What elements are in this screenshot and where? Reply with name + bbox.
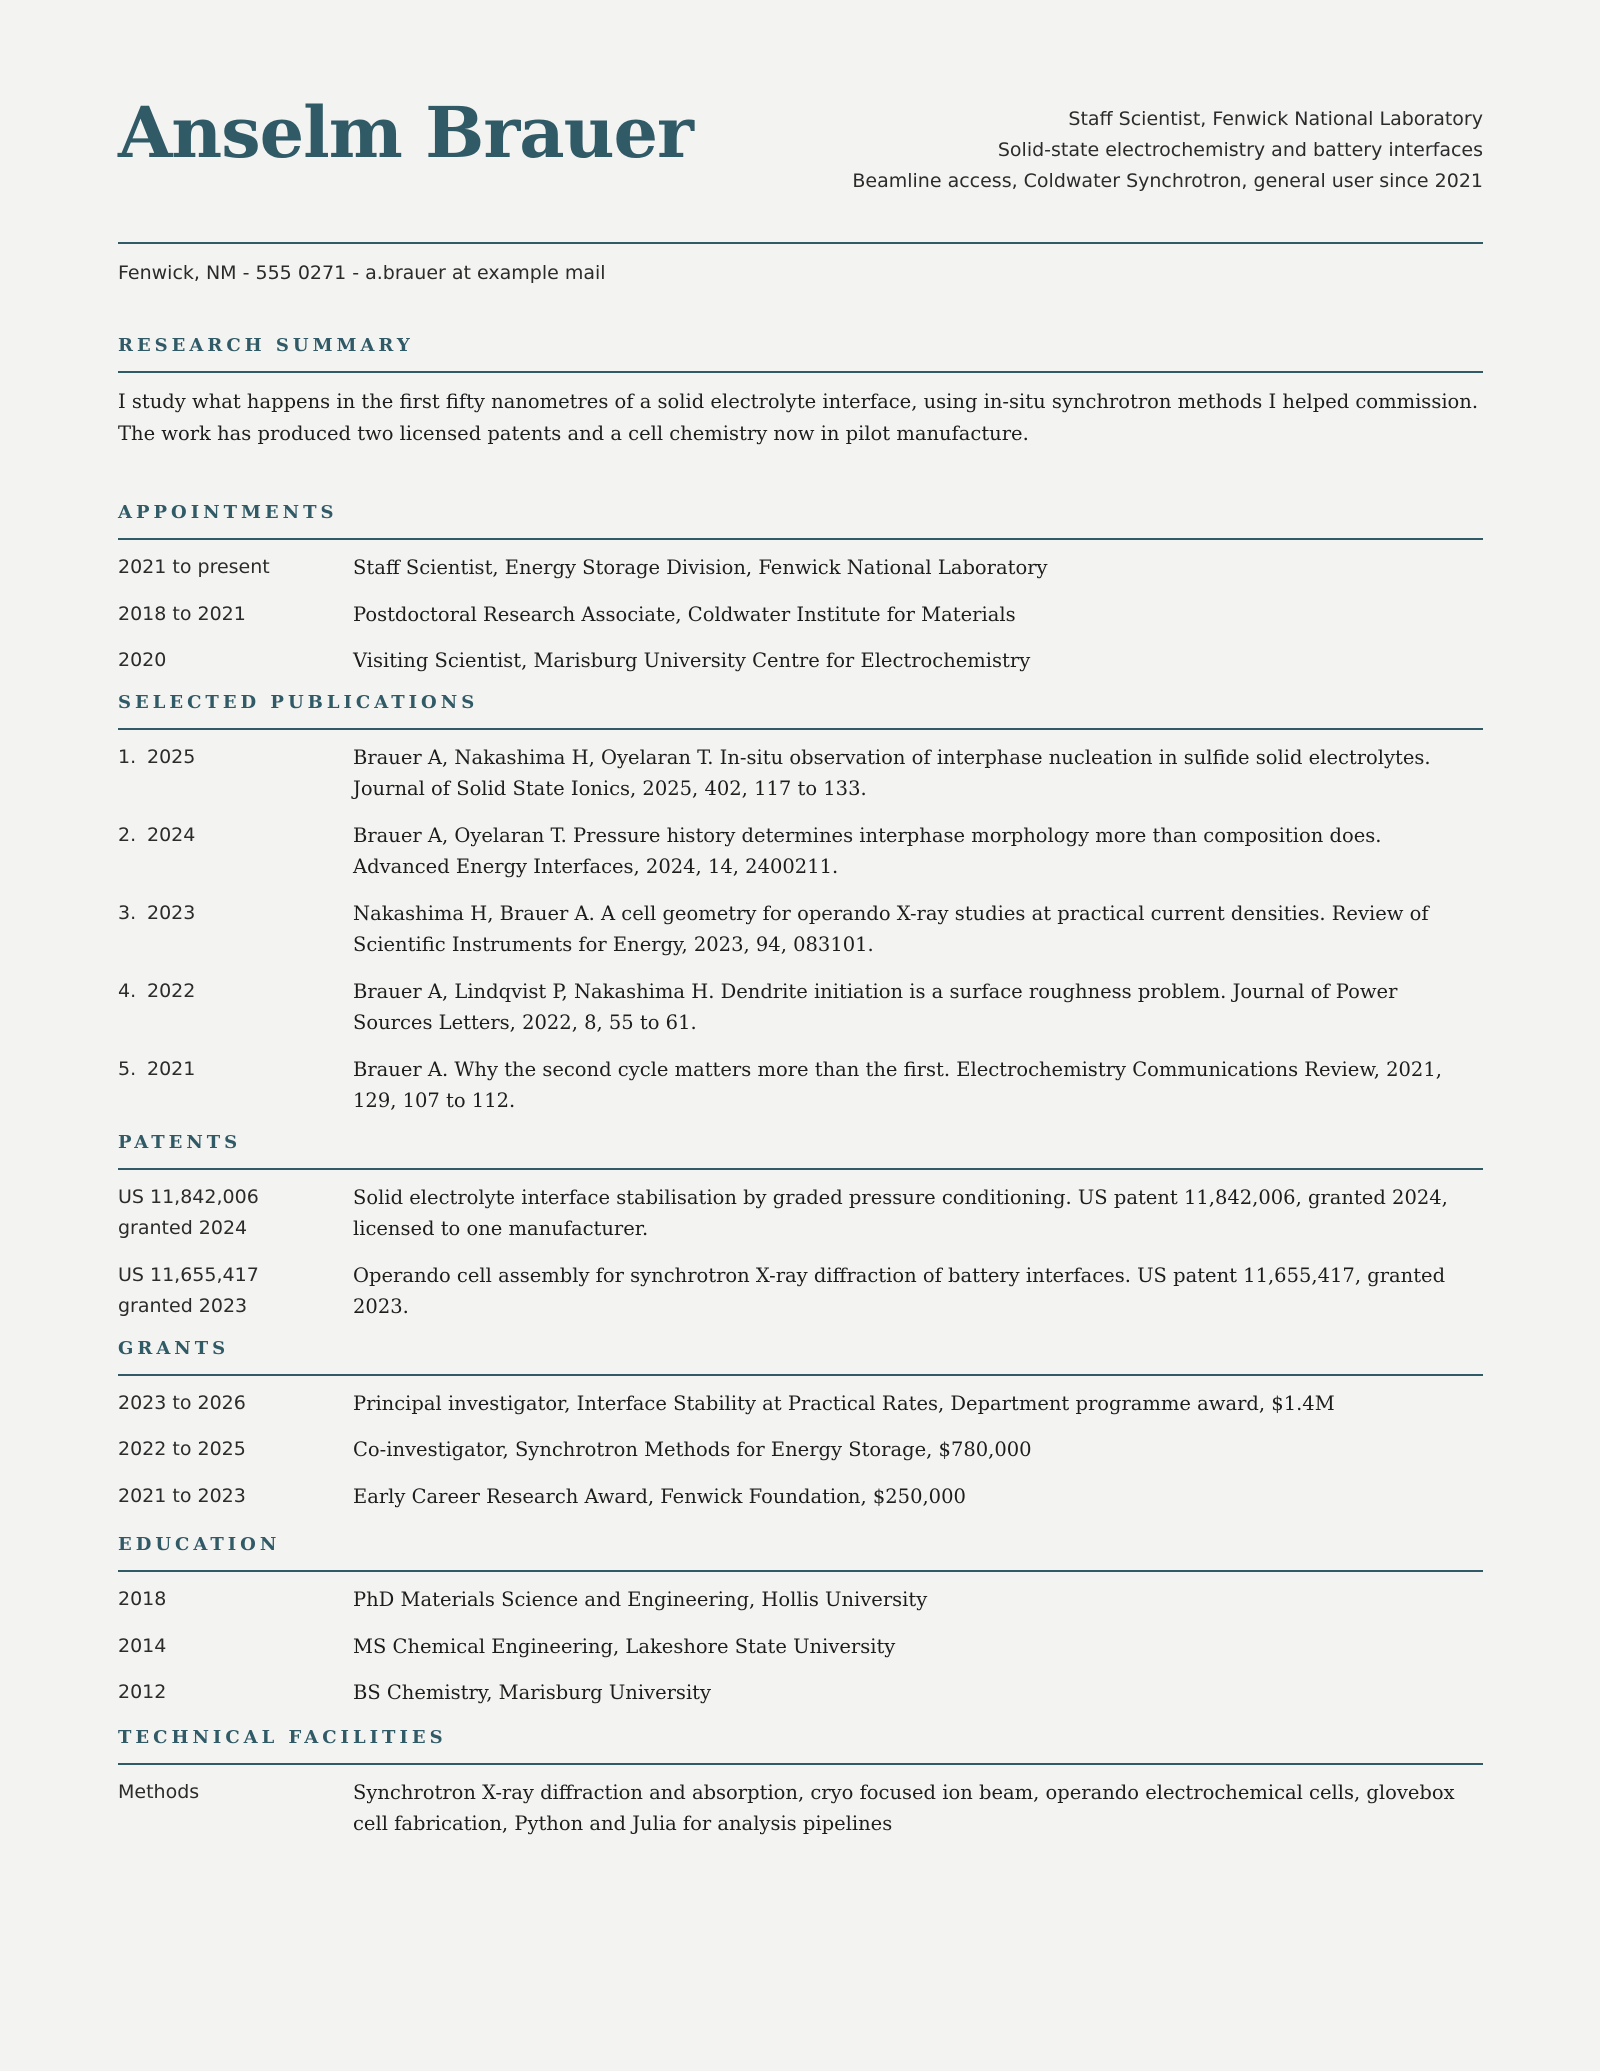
publication-citation: Nakashima H, Brauer A. A cell geometry for operando X-ray studies at practical current densities. Review of Scientific Instruments for Energy, 2023, 94, 083101. bbox=[353, 901, 1429, 956]
header-access-line: Beamline access, Coldwater Synchrotron, general user since 2021 bbox=[852, 170, 1483, 192]
section-appointments bbox=[118, 502, 1483, 677]
grant-description: Co-investigator, Synchrotron Methods for Energy Storage, $780,000 bbox=[353, 1438, 1032, 1461]
patent-status: granted 2023 bbox=[118, 1295, 248, 1317]
section-title: RESEARCH SUMMARY bbox=[118, 335, 1483, 373]
summary-text: I study what happens in the first fifty nanometres of a solid electrolyte interface, using in-situ synchrotron methods I helped commission. The work has produced two licensed patents and a cell chemistry now in pilot manufacture. bbox=[118, 390, 1479, 445]
facility-label: Methods bbox=[118, 1780, 200, 1803]
education-degree: PhD Materials Science and Engineering, Hollis University bbox=[353, 1588, 928, 1611]
header-position-line: Staff Scientist, Fenwick National Laboratory bbox=[1068, 108, 1483, 130]
grant-dates: 2021 to 2023 bbox=[118, 1484, 246, 1507]
header-details bbox=[852, 104, 1483, 197]
section-technical-facilities bbox=[118, 1727, 1483, 1840]
appointment-role: Staff Scientist, Energy Storage Division, Fenwick National Laboratory bbox=[353, 556, 1048, 579]
publication-row bbox=[118, 820, 1483, 883]
publication-year: 2021 bbox=[147, 1057, 196, 1080]
publication-number: 1. bbox=[118, 745, 137, 768]
appointment-row bbox=[118, 552, 1483, 584]
section-research-summary bbox=[118, 335, 1483, 450]
patent-status: granted 2024 bbox=[118, 1217, 248, 1239]
facility-description: Synchrotron X-ray diffraction and absorption, cryo focused ion beam, operando electrochemical cells, glovebox cell fabrication, Python and Julia for analysis pipelines bbox=[353, 1780, 1455, 1835]
education-degree: MS Chemical Engineering, Lakeshore State University bbox=[353, 1634, 896, 1658]
header-field-line: Solid-state electrochemistry and battery interfaces bbox=[997, 139, 1483, 161]
publication-citation: Brauer A, Oyelaran T. Pressure history determines interphase morphology more than composition does. Advanced Energy Interfaces, 2024, 14, 2400211. bbox=[353, 823, 1382, 878]
patent-number: US 11,842,006 bbox=[118, 1185, 259, 1208]
publication-row bbox=[118, 742, 1483, 805]
section-patents bbox=[118, 1132, 1483, 1323]
grant-dates: 2022 to 2025 bbox=[118, 1438, 246, 1460]
publication-row bbox=[118, 976, 1483, 1039]
publication-number: 3. bbox=[118, 901, 137, 924]
publication-year: 2025 bbox=[147, 745, 196, 768]
patent-row bbox=[118, 1260, 1483, 1323]
section-title: SELECTED PUBLICATIONS bbox=[118, 692, 1483, 730]
education-year: 2014 bbox=[118, 1634, 167, 1657]
education-year: 2018 bbox=[118, 1588, 167, 1610]
section-title: TECHNICAL FACILITIES bbox=[118, 1727, 1483, 1765]
grant-description: Principal investigator, Interface Stability at Practical Rates, Department programme award, $1.4M bbox=[353, 1391, 1335, 1415]
patent-description: Solid electrolyte interface stabilisation by graded pressure conditioning. US patent 11,842,006, granted 2024, licensed to one manufacturer. bbox=[353, 1185, 1448, 1240]
publication-number: 5. bbox=[118, 1057, 137, 1080]
publication-year: 2024 bbox=[147, 823, 196, 846]
publication-citation: Brauer A, Lindqvist P, Nakashima H. Dendrite initiation is a surface roughness problem. Journal of Power Sources Letters, 2022, 8, 55 to 61. bbox=[353, 979, 1398, 1034]
patent-number: US 11,655,417 bbox=[118, 1263, 259, 1286]
appointment-row bbox=[118, 599, 1483, 631]
publication-year: 2022 bbox=[147, 979, 196, 1002]
education-degree: BS Chemistry, Marisburg University bbox=[353, 1681, 712, 1704]
cv-header bbox=[118, 0, 1483, 244]
publication-citation: Brauer A. Why the second cycle matters more than the first. Electrochemistry Communications Review, 2021, 129, 107 to 112. bbox=[353, 1057, 1442, 1112]
contact-line: Fenwick, NM - 555 0271 - a.brauer at example mail bbox=[118, 262, 606, 284]
publication-year: 2023 bbox=[147, 901, 196, 924]
publication-row bbox=[118, 1054, 1483, 1117]
grant-row bbox=[118, 1481, 1483, 1513]
section-title: PATENTS bbox=[118, 1132, 1483, 1170]
education-row bbox=[118, 1631, 1483, 1663]
appointment-role: Postdoctoral Research Associate, Coldwater Institute for Materials bbox=[353, 602, 1016, 626]
grant-dates: 2023 to 2026 bbox=[118, 1391, 246, 1414]
grant-description: Early Career Research Award, Fenwick Foundation, $250,000 bbox=[353, 1484, 966, 1508]
section-education bbox=[118, 1534, 1483, 1709]
section-title: EDUCATION bbox=[118, 1534, 1483, 1572]
appointment-role: Visiting Scientist, Marisburg University Centre for Electrochemistry bbox=[353, 649, 1031, 672]
section-title: APPOINTMENTS bbox=[118, 502, 1483, 540]
patent-row bbox=[118, 1182, 1483, 1245]
publication-row bbox=[118, 898, 1483, 961]
education-year: 2012 bbox=[118, 1681, 167, 1703]
appointment-row bbox=[118, 645, 1483, 677]
patent-description: Operando cell assembly for synchrotron X-ray diffraction of battery interfaces. US patent 11,655,417, granted 2023. bbox=[353, 1263, 1446, 1318]
appointment-dates: 2020 bbox=[118, 649, 167, 671]
education-row bbox=[118, 1584, 1483, 1616]
grant-row bbox=[118, 1434, 1483, 1466]
section-publications bbox=[118, 692, 1483, 1117]
grant-row bbox=[118, 1388, 1483, 1420]
person-name: Anselm Brauer bbox=[118, 91, 693, 174]
publication-number: 2. bbox=[118, 823, 137, 846]
education-row bbox=[118, 1677, 1483, 1709]
appointment-dates: 2018 to 2021 bbox=[118, 602, 246, 625]
facility-row bbox=[118, 1777, 1483, 1840]
publication-citation: Brauer A, Nakashima H, Oyelaran T. In-situ observation of interphase nucleation in sulfide solid electrolytes. Journal of Solid State Ionics, 2025, 402, 117 to 133. bbox=[353, 745, 1431, 800]
publication-number: 4. bbox=[118, 979, 137, 1002]
section-title: GRANTS bbox=[118, 1338, 1483, 1376]
section-grants bbox=[118, 1338, 1483, 1513]
cv-page bbox=[118, 0, 1483, 1855]
appointment-dates: 2021 to present bbox=[118, 556, 270, 578]
